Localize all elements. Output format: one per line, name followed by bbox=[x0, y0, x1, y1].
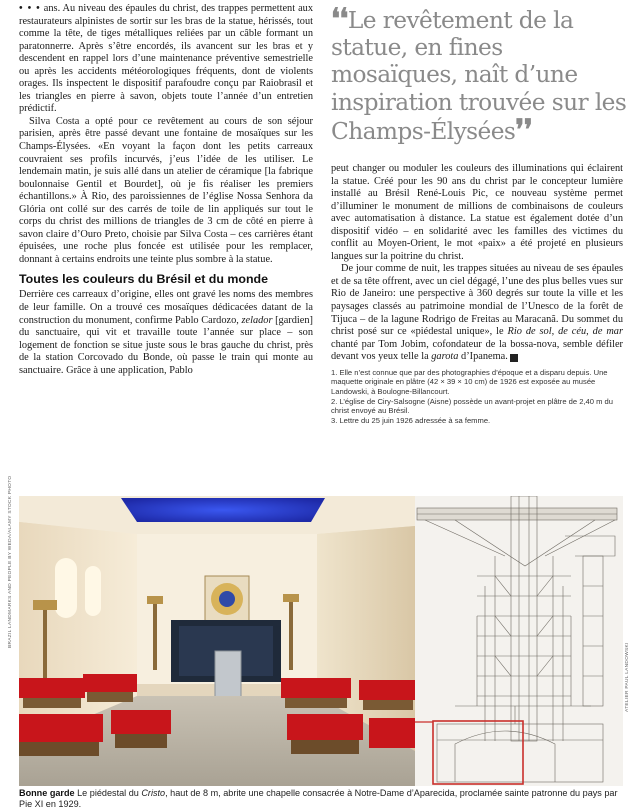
caption-text-2: , haut de 8 m, abrite une chapelle consacrée à Notre-Dame d’Aparecida, proclamée sainte patronne du pays par Pie XI en 1929. bbox=[19, 788, 618, 809]
italic-term: garota bbox=[431, 351, 459, 363]
end-mark-icon: R bbox=[510, 354, 518, 362]
caption-cristo: Cristo bbox=[141, 788, 166, 798]
highlight-box bbox=[433, 721, 523, 784]
chapel-photo bbox=[19, 496, 415, 786]
article-left-column bbox=[19, 3, 313, 377]
paragraph-5 bbox=[331, 263, 623, 363]
pull-quote bbox=[331, 2, 627, 146]
footnotes bbox=[331, 368, 623, 426]
article-right-column bbox=[331, 163, 623, 425]
photo-credit-right: ATELIER PAUL LANDOWSKI bbox=[625, 642, 630, 712]
paragraph-3: Derrière ces carreaux d’origine, elles ont gravé les noms des membres de leur famille. On a trouvé ces mosaïques dédicacées datant de la construction du monument, confirme Pablo Cardozo, zelador [gardien] du sanctuaire, qui vit et travaille toute l’année sur place – son logement de fonction se situe juste sous le bras gauche du christ, près de la station Corcovado du Bonde, où passe le train qui monte au sanctuaire. Grâce à une application, Pablo bbox=[19, 289, 313, 376]
pedestal-drawing bbox=[415, 496, 623, 786]
footnote-1: 1. Elle n’est connue que par des photographies d’époque et a disparu depuis. Une maquette originale en plâtre (42 × 39 × 10 cm) de 1926 est exposée au musée Landowski, à Boulogne-Billancourt. bbox=[331, 367, 608, 396]
footnote-2: 2. L’église de Ciry-Salsogne (Aisne) possède un avant-projet en plâtre de 2,40 m du christ envoyé au Brésil. bbox=[331, 396, 613, 416]
italic-term: zelador bbox=[241, 314, 273, 326]
section-subheading: Toutes les couleurs du Brésil et du monde bbox=[19, 272, 269, 287]
paragraph-5-text: De jour comme de nuit, les trappes situées au niveau de ses épaules et de sa tête offrent, avec un ciel dégagé, l’une des plus belles vues sur Rio de Janeiro: une perspective à 360 degrés sur toute la ville et les paysages classés au patrimoine mondial de l’Unesco de la forêt de Tijuca – de la lagune Rodrigo de Freitas au Maracanã. Du sommet du christ posé sur ce «piédestal unique», le Rio de sol, de céu, de mar chanté par Tom Jobim, cofondateur de la bossa-nova, semble défiler devant vos yeux telle la garota d’Ipanema. bbox=[331, 263, 623, 363]
footnote-3: 3. Lettre du 25 juin 1926 adressée à sa femme. bbox=[331, 415, 491, 425]
photo-credit-left: BRAZIL LANDMARKS AND PEOPLE BY WEDA/ALAMY STOCK PHOTO bbox=[8, 475, 13, 648]
italic-term: Rio de sol, de céu, de mar bbox=[507, 326, 623, 338]
paragraph-4: peut changer ou moduler les couleurs des illuminations qui éclairent la statue. Créé pour les 90 ans du christ par le concepteur lumière installé au Brésil René-Louis Pic, ce nouveau système permet d’illuminer le monument de millions de combinaisons de couleurs avec automatisation à distance. La statue est également dotée d’un dispositif vidéo – en solidarité avec les familles des victimes du conflit au Moyen-Orient, le mot «paix» a été projeté en plusieurs langues sur la poitrine du christ. bbox=[331, 163, 623, 262]
caption-lead: Bonne garde bbox=[19, 788, 75, 798]
lead-bullets: • • • bbox=[19, 3, 41, 14]
open-quote-icon: ❛❛ bbox=[331, 2, 348, 35]
pull-quote-text: Le revêtement de la statue, en fines mosaïques, naît d’une inspiration trouvée sur les Champs-Élysées bbox=[331, 7, 627, 145]
paragraph-1-text: ans. Au niveau des épaules du christ, des trappes permettent aux restaurateurs alpinistes de sortir sur les bras de la statue, hérissés, tout comme la tête, de tiges métalliques reliées par un câble formant un paratonnerre. Après s’être encordés, ils avancent sur les bras et y descendent en rappel lors d’une maintenance préventive semestrielle ou après les accidents météorologiques fréquents, dont de violents orages. Ils inspectent le dispositif parafoudre conçu par Raiobrasil et les triangles en pierre à savon, objets toute l’année d’un entretien prédictif. bbox=[19, 3, 314, 115]
caption-text-1: Le piédestal du bbox=[77, 788, 142, 798]
paragraph-2: Silva Costa a opté pour ce revêtement au cours de son séjour parisien, après être passé devant une fontaine de mosaïques sur les Champs-Élysées. «En voyant la façon dont les petits carreaux couvraient ses profils incurvés, j’eus l’idée de les utiliser. Le lendemain matin, je suis allé dans un atelier de céramique [la fabrique boulonnaise Gentil et Bourdet], où je fis réaliser les premiers échantillons.» À Rio, des paroissiennes de l’église Nossa Senhora da Glória ont collé sur des carrés de toile de lin appliqués sur tout le corps du christ des millions de triangles de 3 cm de côté en pierre à savon claire d’Ouro Preto, choisie par Silva Costa – ces carrières étant épuisées, une roche plus foncée est utilisée pour les remplacer, donnant à certains endroits une teinte plus sombre à la statue. bbox=[19, 115, 313, 265]
paragraph-1 bbox=[19, 3, 313, 116]
close-quote-icon: ❜❜ bbox=[515, 112, 533, 146]
image-caption bbox=[19, 788, 623, 810]
